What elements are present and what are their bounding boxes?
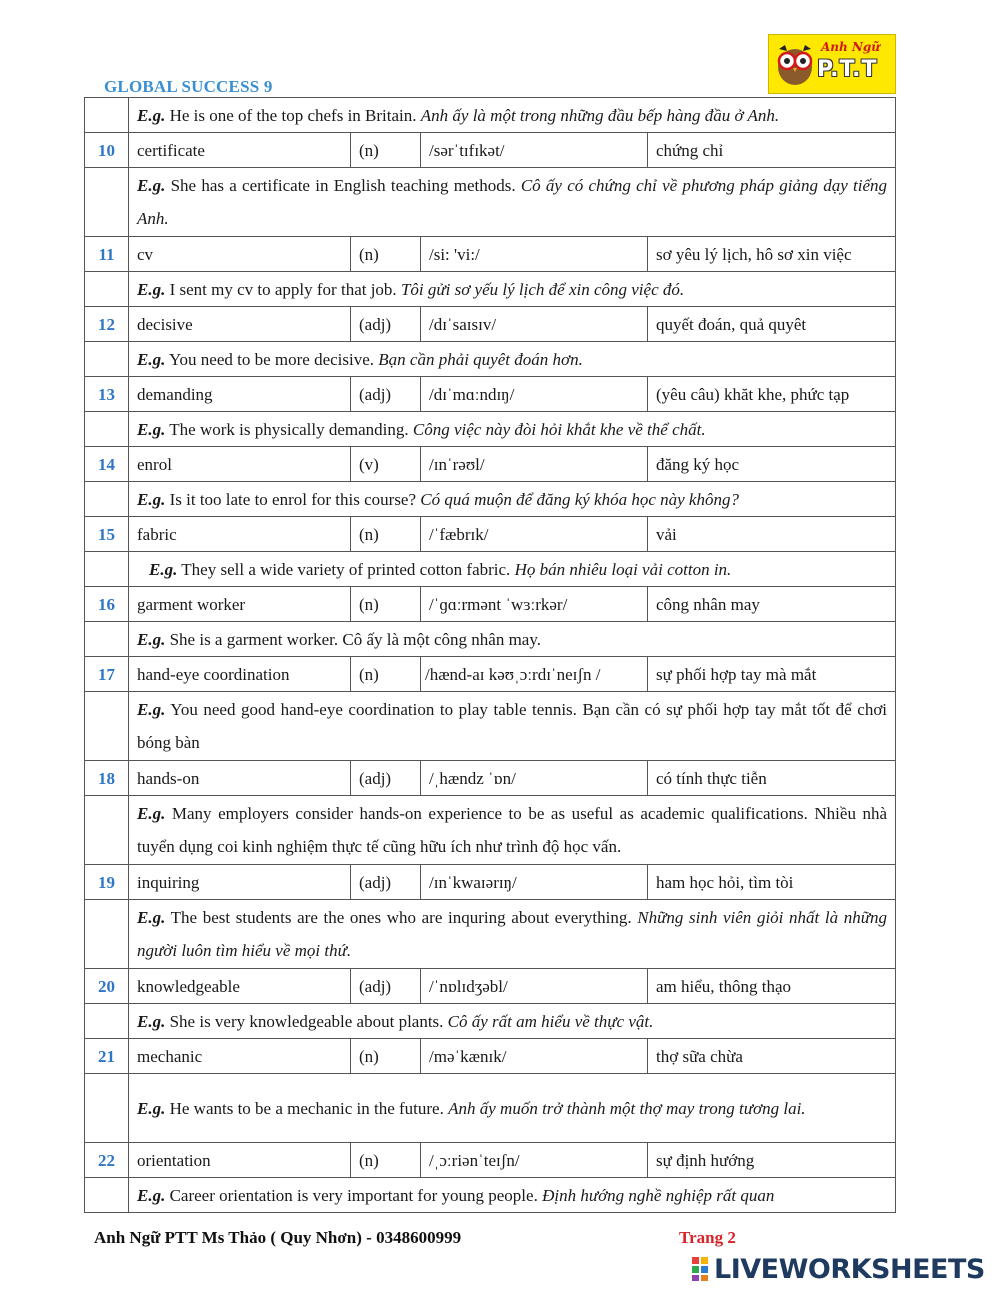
example-text [129,168,896,237]
example-text [129,552,896,587]
example-ex-vi: Bạn cần phải quyêt đoán hơn. [378,349,583,369]
example-eg: E.g. [137,1098,166,1118]
entry-word: knowledgeable [129,969,351,1004]
entry-word: hands-on [129,761,351,796]
example-ex-en: You need good hand-eye coordination to play table tennis. Bạn cần có sự phối hợp tay mắt tốt để chơi bóng bàn [137,700,888,752]
example-row [85,796,896,865]
example-ex-en: She has a certificate in English teaching methods. [165,176,521,195]
example-text [129,272,896,307]
entry-number: 17 [85,657,129,692]
footer-contact: Anh Ngữ PTT Ms Thảo ( Quy Nhơn) - 0348600999 [94,1228,462,1247]
entry-number: 19 [85,865,129,900]
entry-part-of-speech: (adj) [351,761,421,796]
example-row [85,412,896,447]
example-row [85,622,896,657]
example-ex-en: They sell a wide variety of printed cotton fabric. [177,559,515,579]
empty-cell [85,482,129,517]
entry-meaning: quyết đoán, quả quyêt [648,307,896,342]
entry-meaning: am hiểu, thông thạo [648,969,896,1004]
entry-part-of-speech: (adj) [351,969,421,1004]
example-eg: E.g. [137,804,166,823]
example-text: E.g. He is one of the top chefs in Britain. Anh ấy là một trong những đầu bếp hàng đầu ở Anh. [129,98,896,133]
liveworksheets-text: LIVEWORKSHEETS [714,1253,985,1285]
entry-number: 14 [85,447,129,482]
example-eg: E.g. [137,1011,166,1031]
example-eg: E.g. [137,700,166,719]
entry-number: 18 [85,761,129,796]
example-row [85,272,896,307]
logo-main-text: P.T.T [817,57,878,82]
example-text [129,900,896,969]
entry-number: 15 [85,517,129,552]
example-row [85,692,896,761]
entry-meaning: công nhân may [648,587,896,622]
word-row [85,377,896,412]
entry-word: decisive [129,307,351,342]
entry-part-of-speech: (adj) [351,377,421,412]
entry-number: 10 [85,133,129,168]
liveworksheets-logo [692,1254,985,1284]
entry-word: cv [129,237,351,272]
example-text [129,1178,896,1213]
empty-cell [85,796,129,865]
example-ex-en: Is it too late to enrol for this course? [165,489,421,509]
entry-pronunciation: /ɪnˈkwaɪərɪŋ/ [421,865,648,900]
entry-pronunciation: /ˈnɒlɪdʒəbl/ [421,969,648,1004]
example-ex-vi: Định hướng nghề nghiệp rất quan [542,1185,775,1205]
entry-word: fabric [129,517,351,552]
entry-part-of-speech: (n) [351,237,421,272]
empty-cell [85,552,129,587]
entry-word: orientation [129,1143,351,1178]
entry-pronunciation: /ˈfæbrɪk/ [421,517,648,552]
example-ex-vi: Cô ấy có chứng chỉ về phương pháp giảng dạy tiếng Anh. [137,176,888,228]
entry-part-of-speech: (n) [351,133,421,168]
logo-top-text: Anh Ngữ [821,40,881,54]
entry-meaning: thợ sữa chừa [648,1039,896,1074]
vocabulary-table [84,97,896,1213]
entry-part-of-speech: (n) [351,517,421,552]
example-text [129,342,896,377]
entry-part-of-speech: (n) [351,587,421,622]
example-ex-vi: Cô ấy rất am hiểu về thực vật. [447,1011,654,1031]
example-eg: E.g. [137,419,166,439]
entry-word: hand-eye coordination [129,657,351,692]
entry-pronunciation: /ɪnˈrəʊl/ [421,447,648,482]
entry-meaning: sơ yêu lý lịch, hô sơ xin việc [648,237,896,272]
example-eg: E.g. [137,489,166,509]
entry-pronunciation: /dɪˈsaɪsɪv/ [421,307,648,342]
example-ex-vi: Công việc này đòi hỏi khắt khe về thể chất. [412,419,706,439]
example-ex-en: He wants to be a mechanic in the future. [165,1098,449,1118]
example-text [129,1074,896,1143]
entry-part-of-speech: (n) [351,1143,421,1178]
entry-word: demanding [129,377,351,412]
entry-pronunciation: /ˈɡɑːrmənt ˈwɜːrkər/ [421,587,648,622]
entry-pronunciation: /hænd-aɪ kəʊˌɔːrdɪˈneɪʃn / [421,657,648,692]
example-eg: E.g. [137,1185,166,1205]
example-text [129,622,896,657]
example-row [85,98,896,133]
entry-meaning: đăng ký học [648,447,896,482]
example-row [85,342,896,377]
entry-pronunciation: /dɪˈmɑːndɪŋ/ [421,377,648,412]
entry-pronunciation: /si: 'vi:/ [421,237,648,272]
entry-part-of-speech: (v) [351,447,421,482]
example-text [129,796,896,865]
example-ex-vi: Anh ấy muốn trở thành một thợ may trong tương lai. [448,1098,806,1118]
example-ex-en: She is a garment worker. Cô ấy là một công nhân may. [165,629,541,649]
example-row [85,1004,896,1039]
entry-pronunciation: /ˌɔːriənˈteɪʃn/ [421,1143,648,1178]
entry-word: inquiring [129,865,351,900]
empty-cell [85,412,129,447]
page-number: Trang 2 [679,1228,736,1247]
entry-number: 13 [85,377,129,412]
example-eg: E.g. [149,559,178,579]
empty-cell [85,272,129,307]
word-row [85,237,896,272]
document-title: GLOBAL SUCCESS 9 [104,77,273,96]
entry-number: 16 [85,587,129,622]
entry-pronunciation: /sərˈtɪfɪkət/ [421,133,648,168]
empty-cell [85,692,129,761]
entry-word: certificate [129,133,351,168]
example-ex-en: Career orientation is very important for young people. [165,1185,543,1205]
example-row [85,1178,896,1213]
example-ex-en: The work is physically demanding. [165,419,413,439]
entry-number: 22 [85,1143,129,1178]
entry-meaning: chứng chỉ [648,133,896,168]
entry-meaning: vải [648,517,896,552]
brand-logo [768,34,896,94]
entry-word: mechanic [129,1039,351,1074]
example-text [129,692,896,761]
entry-meaning: (yêu câu) khăt khe, phức tạp [648,377,896,412]
entry-meaning: sự định hướng [648,1143,896,1178]
example-eg: E.g. [137,629,166,649]
example-row [85,482,896,517]
word-row [85,587,896,622]
empty-cell [85,342,129,377]
example-ex-en: Many employers consider hands-on experience to be as useful as academic qualifications. Nhiều nhà tuyển dụng coi kinh nghiệm thực tế cũng hữu ích như trình độ học vấn. [137,804,888,856]
example-text [129,482,896,517]
empty-cell [85,98,129,133]
entry-meaning: sự phối hợp tay mà mắt [648,657,896,692]
empty-cell [85,900,129,969]
example-eg: E.g. [137,349,166,369]
example-row [85,1074,896,1143]
empty-cell [85,1074,129,1143]
entry-number: 20 [85,969,129,1004]
entry-word: garment worker [129,587,351,622]
word-row [85,1143,896,1178]
word-row [85,761,896,796]
example-row [85,552,896,587]
empty-cell [85,1178,129,1213]
example-text [129,1004,896,1039]
entry-number: 21 [85,1039,129,1074]
entry-pronunciation: /məˈkænɪk/ [421,1039,648,1074]
example-ex-en: I sent my cv to apply for that job. [165,279,401,299]
entry-part-of-speech: (adj) [351,865,421,900]
entry-number: 12 [85,307,129,342]
example-ex-en: The best students are the ones who are inquring about everything. [165,908,638,927]
example-ex-vi: Những sinh viên giỏi nhất là những người luôn tìm hiểu về mọi thứ. [137,908,888,960]
example-text [129,412,896,447]
word-row [85,133,896,168]
word-row [85,1039,896,1074]
word-row [85,657,896,692]
word-row [85,865,896,900]
example-eg: E.g. [137,908,166,927]
entry-meaning: có tính thực tiễn [648,761,896,796]
entry-number: 11 [85,237,129,272]
example-ex-vi: Có quá muộn để đăng ký khóa học này không? [420,489,739,509]
example-ex-en: You need to be more decisive. [165,349,379,369]
example-row [85,900,896,969]
entry-part-of-speech: (n) [351,657,421,692]
example-eg: E.g. [137,279,166,299]
word-row [85,969,896,1004]
entry-part-of-speech: (adj) [351,307,421,342]
example-ex-vi: Họ bán nhiêu loại vải cotton in. [514,559,732,579]
liveworksheets-icon [692,1257,710,1281]
empty-cell [85,622,129,657]
entry-word: enrol [129,447,351,482]
entry-meaning: ham học hỏi, tìm tòi [648,865,896,900]
entry-part-of-speech: (n) [351,1039,421,1074]
owl-icon [775,41,815,87]
word-row [85,307,896,342]
entry-pronunciation: /ˌhændz ˈɒn/ [421,761,648,796]
example-ex-en: She is very knowledgeable about plants. [165,1011,448,1031]
empty-cell [85,168,129,237]
example-eg: E.g. [137,176,166,195]
example-row [85,168,896,237]
word-row [85,517,896,552]
word-row [85,447,896,482]
empty-cell [85,1004,129,1039]
example-ex-vi: Tôi gửi sơ yếu lý lịch để xin công việc đó. [400,279,685,299]
